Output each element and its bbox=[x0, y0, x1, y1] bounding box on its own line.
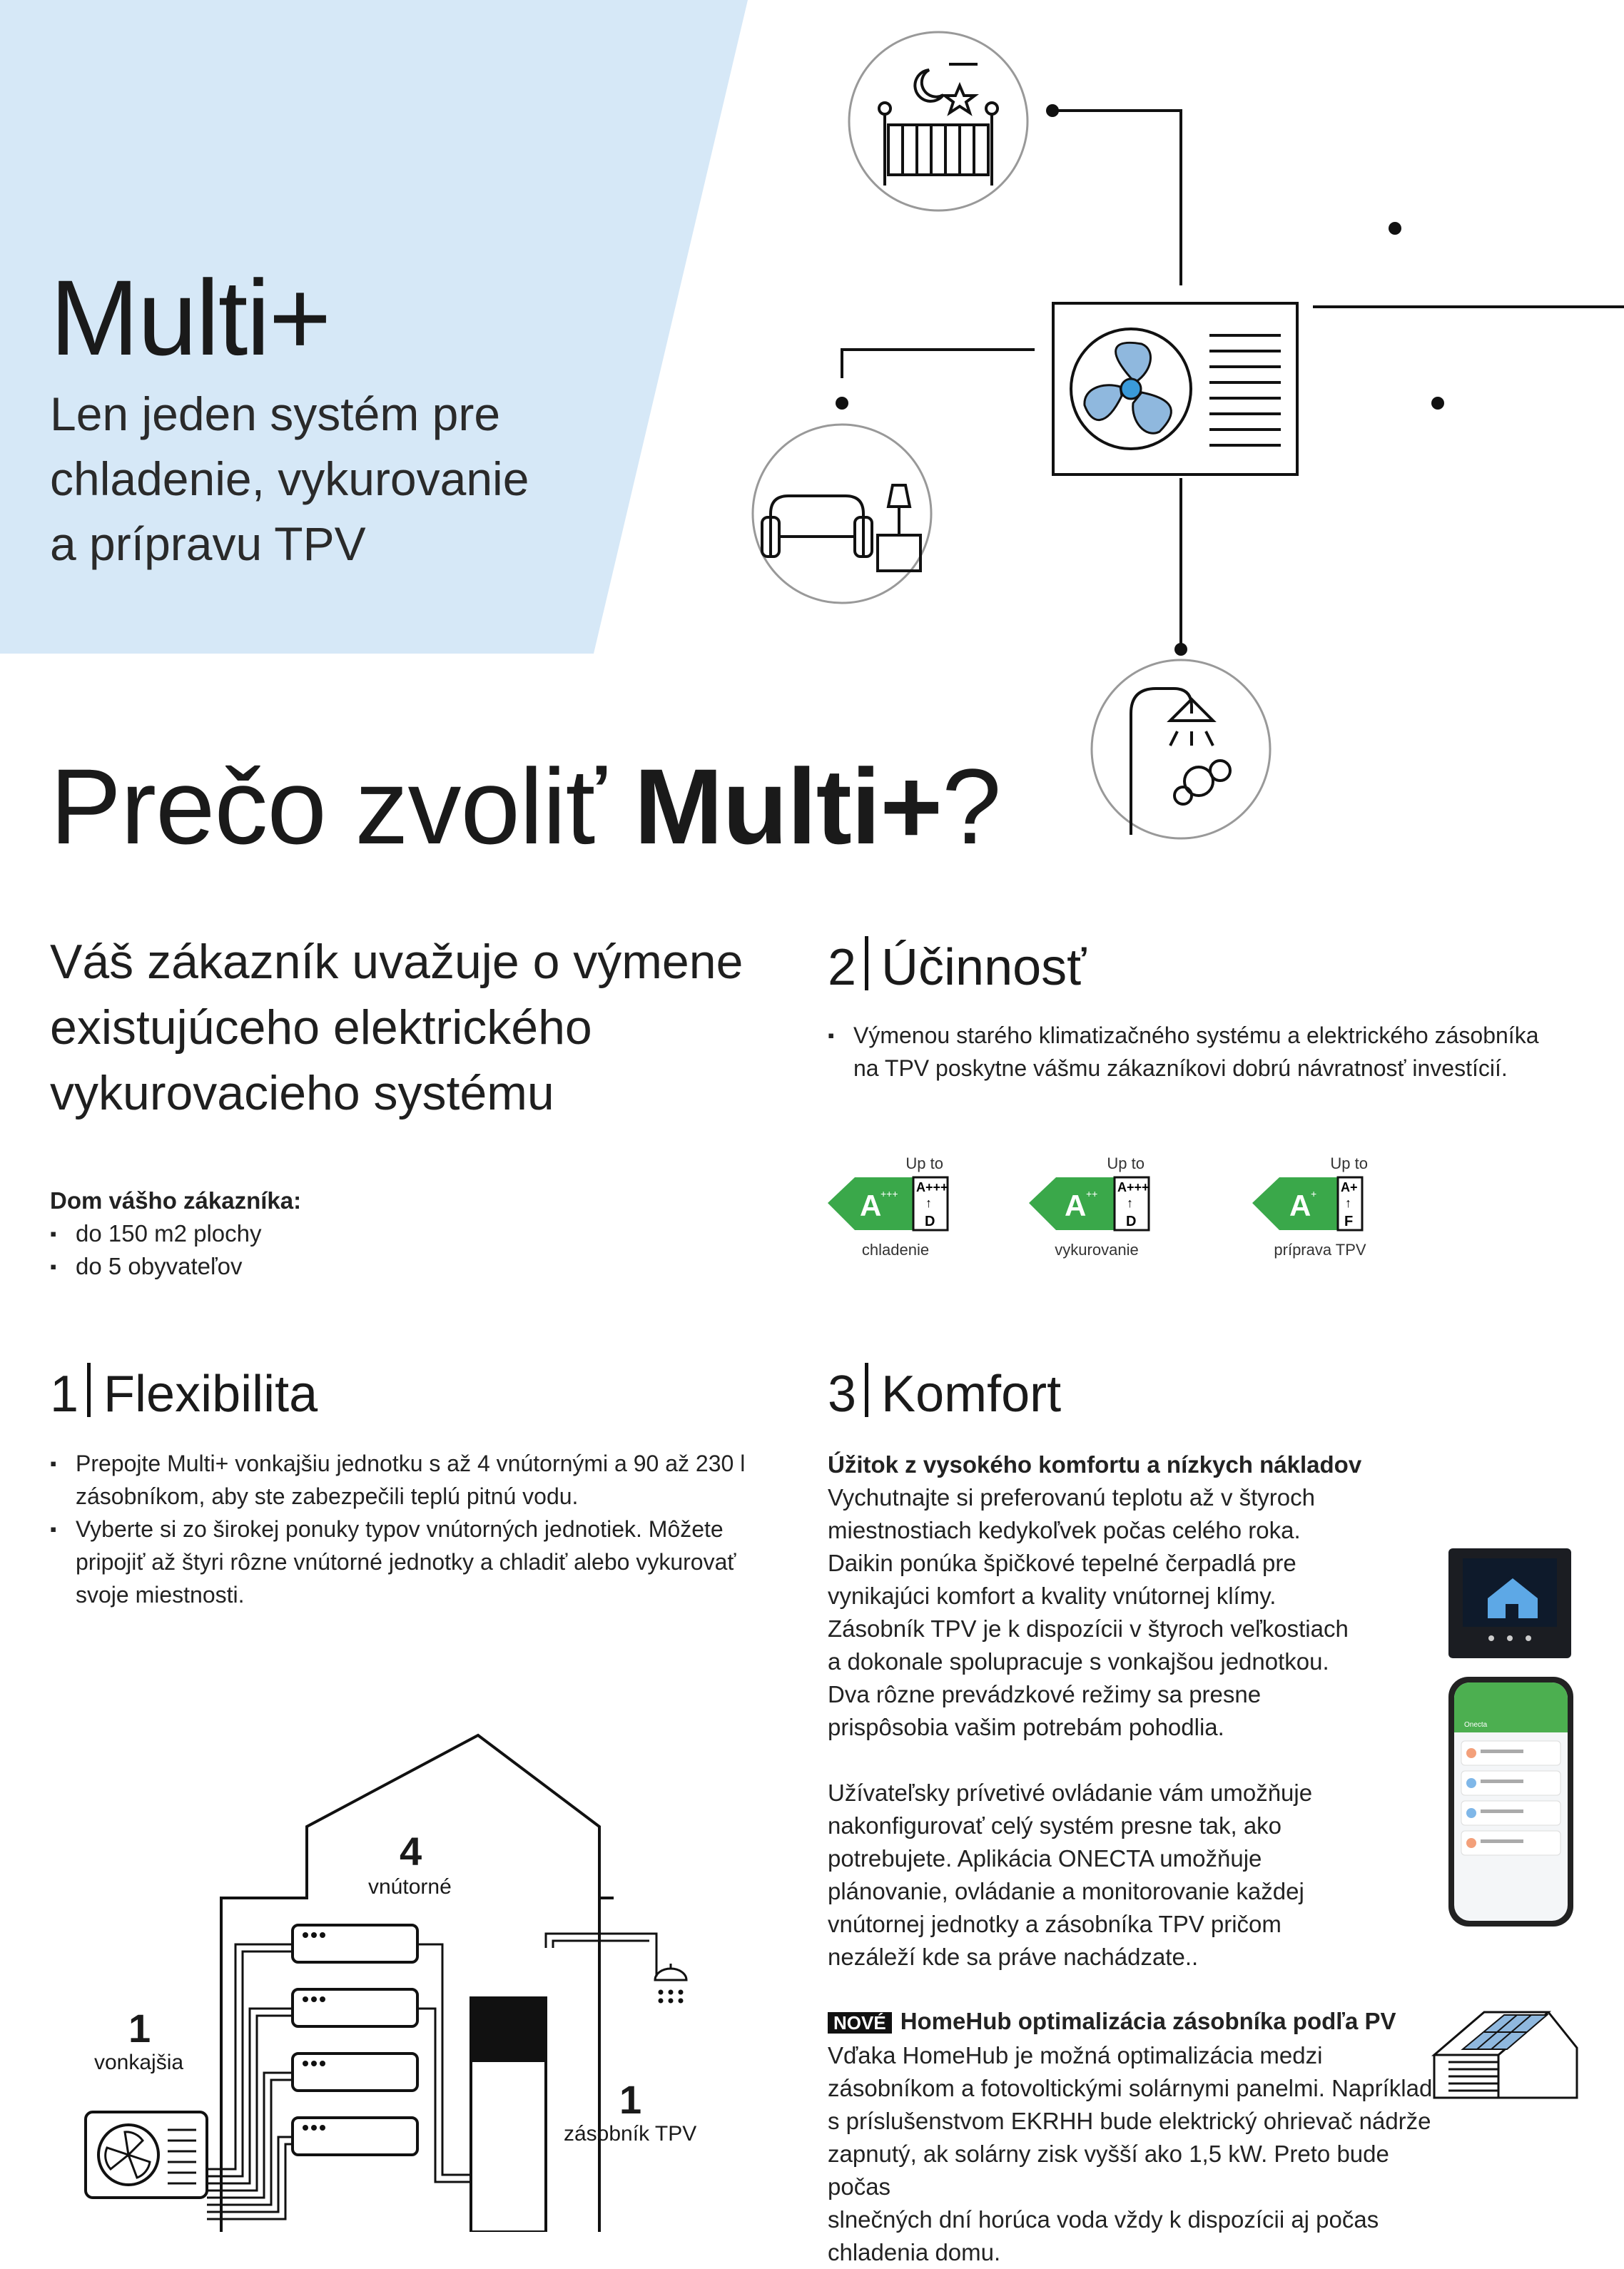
efficiency-bullet bbox=[828, 1019, 1584, 1085]
comfort-text: Úžitok z vysokého komfortu a nízkych nákladov Vychutnajte si preferovanú teplotu až v štyroch miestnostiach kedykoľvek počas celého roka. Daikin ponúka špičkové tepelné čerpadlá pre vynikajúci komfort a kvality vnútornej klímy. Zásobník TPV je k dispozícii v štyroch veľkostiach a dokonale spolupracuje s vonkajšou jednotkou. Dva rôzne prevádzkové režimy sa presne prispôsobia vašim potrebám pohodlia. Užívateľsky prívetivé ovládanie vám umožňuje nakonfigurovať celý systém presne tak, ako potrebujete. Aplikácia ONECTA umožňuje plánovanie, ovládanie a monitorovanie každej vnútornej jednotky a zásobníka TPV pričom nezáleží kde sa práve nachádzate.. bbox=[828, 1448, 1399, 1974]
efficiency-heading: 2 Účinnosť bbox=[828, 936, 1086, 993]
nursery-room-icon bbox=[849, 32, 1027, 210]
svg-text:+: + bbox=[1311, 1188, 1317, 1199]
divider bbox=[865, 1363, 868, 1417]
house-diagram bbox=[43, 1727, 792, 2232]
indoor-count: 4 bbox=[400, 1829, 422, 1874]
list-item: ▪ Vyberte si zo širokej ponuky typov vnútorných jednotiek. Môžete pripojiť až štyri rôzne vnútorné jednotky a chladiť alebo vykurovať svoje miestnosti. bbox=[50, 1513, 778, 1611]
list-item: ▪ Prepojte Multi+ vonkajšiu jednotku s až 4 vnútornými a 90 až 230 l zásobníkom, aby ste zabezpečili teplú pitnú vodu. bbox=[50, 1447, 778, 1513]
divider bbox=[865, 936, 868, 990]
scale-top: A+++ bbox=[916, 1180, 948, 1194]
hero-subtitle: Len jeden systém pre chladenie, vykurovanie a prípravu TPV bbox=[50, 387, 529, 570]
svg-text:A: A bbox=[1065, 1189, 1087, 1222]
energy-label-dhw: Up to A + A+ ↑ F príprava TPV bbox=[1252, 1154, 1388, 1259]
energy-arrow-icon bbox=[828, 1173, 963, 1237]
customer-heading: Váš zákazník uvažuje o výmene existujúceho elektrického vykurovacieho systému bbox=[50, 935, 744, 1120]
svg-text:A: A bbox=[1289, 1189, 1311, 1222]
grade-sup: +++ bbox=[880, 1188, 898, 1199]
app-header: Onecta bbox=[1464, 1721, 1488, 1729]
indoor-label: vnútorné bbox=[368, 1875, 452, 1899]
svg-text:↑: ↑ bbox=[925, 1196, 932, 1210]
svg-text:A+++: A+++ bbox=[1117, 1180, 1150, 1194]
svg-text:D: D bbox=[1126, 1214, 1137, 1229]
grade-text: A bbox=[860, 1189, 882, 1222]
energy-arrow-icon bbox=[1252, 1173, 1388, 1237]
customer-home: Dom vášho zákazníka: ▪ do 150 m2 plochy ▪ do 5 obyvateľov bbox=[50, 1184, 301, 1283]
svg-text:F: F bbox=[1344, 1214, 1354, 1229]
outdoor-count: 1 bbox=[128, 2006, 151, 2051]
list-item: ▪ do 150 m2 plochy bbox=[50, 1217, 301, 1250]
phone-app-image bbox=[1448, 1677, 1573, 1927]
new-badge: NOVÉ bbox=[828, 2012, 892, 2034]
homehub-title: HomeHub optimalizácia zásobníka podľa PV bbox=[900, 2008, 1396, 2034]
outdoor-unit bbox=[86, 2112, 207, 2198]
list-item: ▪ Výmenou starého klimatizačného systému a elektrického zásobníka na TPV poskytne vášmu zákazníkovi dobrú návratnosť investícií. bbox=[828, 1019, 1584, 1085]
svg-text:A+: A+ bbox=[1341, 1180, 1358, 1194]
solar-house-icon bbox=[1427, 1998, 1584, 2112]
svg-text:++: ++ bbox=[1086, 1188, 1098, 1199]
flexibility-bullets bbox=[50, 1447, 778, 1611]
outdoor-label: vonkajšia bbox=[94, 2051, 184, 2074]
system-diagram bbox=[742, 14, 1624, 856]
energy-label-heating: Up to A ++ A+++ ↑ D vykurovanie bbox=[1029, 1154, 1164, 1259]
energy-label-cooling: Up to A +++ A+++ ↑ D chladenie bbox=[828, 1154, 963, 1259]
controller-device-image bbox=[1448, 1548, 1571, 1658]
list-item: ▪ do 5 obyvateľov bbox=[50, 1250, 301, 1283]
svg-text:↑: ↑ bbox=[1127, 1196, 1133, 1210]
page-title: Multi+ bbox=[50, 258, 330, 377]
scale-bottom: D bbox=[925, 1214, 935, 1229]
bathroom-shower-icon bbox=[1092, 660, 1270, 838]
homehub-section: NOVÉ HomeHub optimalizácia zásobníka podľa PV Vďaka HomeHub je možná optimalizácia medzi zásobníkom a fotovoltickými solárnymi panelmi. Napríklad s príslušenstvom EKRHH bude elektrický ohrievač nádrže zapnutý, ak solárny zisk vyšší ako 1,5 kW. Preto bude počas slnečných dní horúca voda vždy k dispozícii aj počas chladenia domu. bbox=[828, 2008, 1433, 2265]
dhw-tank bbox=[471, 1998, 546, 2232]
divider bbox=[87, 1363, 91, 1417]
comfort-heading: 3 Komfort bbox=[828, 1363, 1061, 1420]
energy-arrow-icon bbox=[1029, 1173, 1164, 1237]
flexibility-heading: 1 Flexibilita bbox=[50, 1363, 318, 1420]
tank-label: zásobník TPV bbox=[564, 2122, 697, 2146]
svg-text:↑: ↑ bbox=[1345, 1196, 1351, 1210]
shower-icon bbox=[655, 1964, 686, 2002]
customer-home-list bbox=[50, 1217, 301, 1283]
comfort-subheading: Úžitok z vysokého komfortu a nízkych nákladov bbox=[828, 1451, 1362, 1478]
tank-count: 1 bbox=[619, 2077, 642, 2122]
why-heading: Prečo zvoliť Multi+? bbox=[50, 746, 1001, 866]
living-room-icon bbox=[753, 425, 931, 603]
indoor-units bbox=[293, 1925, 417, 2155]
heat-pump-unit bbox=[1053, 303, 1297, 474]
